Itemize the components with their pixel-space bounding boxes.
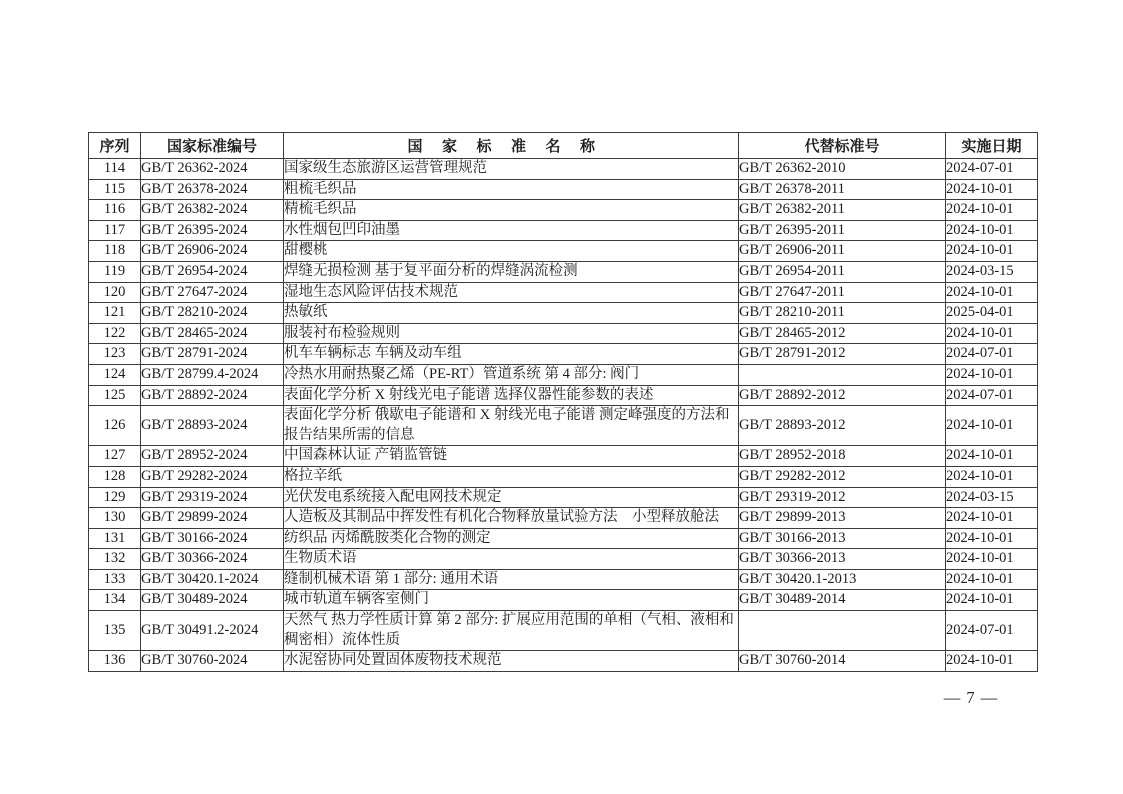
cell-replaced-number: GB/T 29899-2013 (739, 508, 946, 529)
table-row (89, 344, 1038, 365)
cell-replaced-number: GB/T 28952-2018 (739, 446, 946, 467)
cell-standard-name: 粗梳毛织品 (284, 179, 739, 200)
cell-impl-date: 2025-04-01 (946, 303, 1038, 324)
table-row (89, 179, 1038, 200)
cell-replaced-number: GB/T 30489-2014 (739, 590, 946, 611)
header-seq: 序列 (89, 133, 141, 159)
cell-impl-date: 2024-03-15 (946, 487, 1038, 508)
cell-seq: 128 (89, 466, 141, 487)
cell-seq: 130 (89, 508, 141, 529)
cell-seq: 117 (89, 220, 141, 241)
cell-replaced-number: GB/T 26906-2011 (739, 241, 946, 262)
cell-replaced-number: GB/T 28791-2012 (739, 344, 946, 365)
cell-impl-date: 2024-10-01 (946, 528, 1038, 549)
cell-standard-name: 中国森林认证 产销监管链 (284, 446, 739, 467)
cell-seq: 124 (89, 364, 141, 385)
header-standard-name: 国家标准名称 (284, 133, 739, 159)
cell-impl-date: 2024-10-01 (946, 446, 1038, 467)
cell-impl-date: 2024-10-01 (946, 508, 1038, 529)
cell-standard-number: GB/T 28893-2024 (141, 406, 284, 446)
cell-standard-number: GB/T 28892-2024 (141, 385, 284, 406)
cell-seq: 135 (89, 611, 141, 651)
cell-seq: 136 (89, 651, 141, 672)
cell-standard-name: 甜樱桃 (284, 241, 739, 262)
table-row (89, 282, 1038, 303)
cell-standard-number: GB/T 30366-2024 (141, 549, 284, 570)
standards-table (88, 132, 1038, 672)
cell-standard-number: GB/T 28952-2024 (141, 446, 284, 467)
table-row (89, 590, 1038, 611)
cell-impl-date: 2024-10-01 (946, 364, 1038, 385)
table-row (89, 261, 1038, 282)
cell-standard-number: GB/T 28791-2024 (141, 344, 284, 365)
cell-seq: 116 (89, 200, 141, 221)
cell-impl-date: 2024-10-01 (946, 590, 1038, 611)
table-row (89, 651, 1038, 672)
cell-standard-number: GB/T 30491.2-2024 (141, 611, 284, 651)
cell-standard-name: 缝制机械术语 第 1 部分: 通用术语 (284, 569, 739, 590)
cell-replaced-number: GB/T 29319-2012 (739, 487, 946, 508)
table-row (89, 406, 1038, 446)
cell-standard-name: 人造板及其制品中挥发性有机化合物释放量试验方法 小型释放舱法 (284, 508, 739, 529)
cell-standard-number: GB/T 26906-2024 (141, 241, 284, 262)
table-row (89, 241, 1038, 262)
cell-standard-name: 水性烟包凹印油墨 (284, 220, 739, 241)
cell-standard-number: GB/T 28210-2024 (141, 303, 284, 324)
cell-standard-number: GB/T 26395-2024 (141, 220, 284, 241)
table-row (89, 528, 1038, 549)
cell-replaced-number (739, 611, 946, 651)
cell-replaced-number (739, 364, 946, 385)
standards-table-body (89, 159, 1038, 672)
cell-standard-name: 纺织品 丙烯酰胺类化合物的测定 (284, 528, 739, 549)
cell-impl-date: 2024-10-01 (946, 466, 1038, 487)
cell-standard-number: GB/T 26954-2024 (141, 261, 284, 282)
cell-standard-name: 湿地生态风险评估技术规范 (284, 282, 739, 303)
cell-impl-date: 2024-03-15 (946, 261, 1038, 282)
cell-impl-date: 2024-07-01 (946, 611, 1038, 651)
cell-seq: 129 (89, 487, 141, 508)
cell-replaced-number: GB/T 26954-2011 (739, 261, 946, 282)
cell-impl-date: 2024-10-01 (946, 179, 1038, 200)
table-row (89, 385, 1038, 406)
table-row (89, 487, 1038, 508)
header-standard-number: 国家标准编号 (141, 133, 284, 159)
cell-standard-name: 精梳毛织品 (284, 200, 739, 221)
header-impl-date: 实施日期 (946, 133, 1038, 159)
cell-replaced-number: GB/T 29282-2012 (739, 466, 946, 487)
cell-seq: 115 (89, 179, 141, 200)
cell-impl-date: 2024-10-01 (946, 282, 1038, 303)
cell-seq: 122 (89, 323, 141, 344)
cell-standard-number: GB/T 30420.1-2024 (141, 569, 284, 590)
cell-impl-date: 2024-10-01 (946, 241, 1038, 262)
cell-standard-number: GB/T 30760-2024 (141, 651, 284, 672)
cell-replaced-number: GB/T 30420.1-2013 (739, 569, 946, 590)
cell-standard-number: GB/T 30166-2024 (141, 528, 284, 549)
cell-replaced-number: GB/T 30366-2013 (739, 549, 946, 570)
cell-impl-date: 2024-07-01 (946, 344, 1038, 365)
cell-standard-number: GB/T 29899-2024 (141, 508, 284, 529)
cell-replaced-number: GB/T 28893-2012 (739, 406, 946, 446)
table-row (89, 466, 1038, 487)
table-row (89, 611, 1038, 651)
table-row (89, 323, 1038, 344)
table-row (89, 508, 1038, 529)
cell-standard-number: GB/T 28465-2024 (141, 323, 284, 344)
cell-standard-name: 热敏纸 (284, 303, 739, 324)
cell-standard-name: 天然气 热力学性质计算 第 2 部分: 扩展应用范围的单相（气相、液相和稠密相）流体性质 (284, 611, 739, 651)
cell-seq: 125 (89, 385, 141, 406)
cell-seq: 120 (89, 282, 141, 303)
cell-replaced-number: GB/T 26362-2010 (739, 159, 946, 180)
cell-seq: 126 (89, 406, 141, 446)
cell-impl-date: 2024-10-01 (946, 200, 1038, 221)
table-row (89, 569, 1038, 590)
cell-standard-number: GB/T 29319-2024 (141, 487, 284, 508)
cell-impl-date: 2024-10-01 (946, 406, 1038, 446)
cell-seq: 114 (89, 159, 141, 180)
table-row (89, 200, 1038, 221)
cell-standard-name: 表面化学分析 X 射线光电子能谱 选择仪器性能参数的表述 (284, 385, 739, 406)
cell-impl-date: 2024-10-01 (946, 651, 1038, 672)
cell-seq: 123 (89, 344, 141, 365)
cell-standard-name: 水泥窑协同处置固体废物技术规范 (284, 651, 739, 672)
cell-seq: 131 (89, 528, 141, 549)
cell-replaced-number: GB/T 28892-2012 (739, 385, 946, 406)
cell-impl-date: 2024-10-01 (946, 549, 1038, 570)
cell-standard-number: GB/T 26362-2024 (141, 159, 284, 180)
cell-seq: 121 (89, 303, 141, 324)
cell-impl-date: 2024-10-01 (946, 220, 1038, 241)
cell-impl-date: 2024-10-01 (946, 323, 1038, 344)
cell-replaced-number: GB/T 30166-2013 (739, 528, 946, 549)
cell-seq: 132 (89, 549, 141, 570)
cell-standard-number: GB/T 29282-2024 (141, 466, 284, 487)
table-row (89, 220, 1038, 241)
cell-standard-number: GB/T 30489-2024 (141, 590, 284, 611)
cell-replaced-number: GB/T 30760-2014 (739, 651, 946, 672)
cell-seq: 119 (89, 261, 141, 282)
cell-standard-name: 表面化学分析 俄歇电子能谱和 X 射线光电子能谱 测定峰强度的方法和报告结果所需的信息 (284, 406, 739, 446)
cell-standard-name: 冷热水用耐热聚乙烯（PE-RT）管道系统 第 4 部分: 阀门 (284, 364, 739, 385)
cell-standard-number: GB/T 28799.4-2024 (141, 364, 284, 385)
cell-seq: 133 (89, 569, 141, 590)
cell-seq: 134 (89, 590, 141, 611)
cell-standard-number: GB/T 26378-2024 (141, 179, 284, 200)
cell-replaced-number: GB/T 28465-2012 (739, 323, 946, 344)
cell-replaced-number: GB/T 26382-2011 (739, 200, 946, 221)
cell-impl-date: 2024-07-01 (946, 159, 1038, 180)
cell-impl-date: 2024-07-01 (946, 385, 1038, 406)
cell-replaced-number: GB/T 27647-2011 (739, 282, 946, 303)
cell-replaced-number: GB/T 26395-2011 (739, 220, 946, 241)
cell-standard-name: 焊缝无损检测 基于复平面分析的焊缝涡流检测 (284, 261, 739, 282)
cell-standard-name: 光伏发电系统接入配电网技术规定 (284, 487, 739, 508)
cell-standard-number: GB/T 26382-2024 (141, 200, 284, 221)
cell-standard-name: 格拉辛纸 (284, 466, 739, 487)
table-row (89, 364, 1038, 385)
cell-seq: 127 (89, 446, 141, 467)
cell-standard-name: 城市轨道车辆客室侧门 (284, 590, 739, 611)
cell-seq: 118 (89, 241, 141, 262)
cell-standard-number: GB/T 27647-2024 (141, 282, 284, 303)
table-header-row (89, 133, 1038, 159)
cell-standard-name: 国家级生态旅游区运营管理规范 (284, 159, 739, 180)
cell-replaced-number: GB/T 26378-2011 (739, 179, 946, 200)
table-row (89, 549, 1038, 570)
table-row (89, 303, 1038, 324)
cell-standard-name: 生物质术语 (284, 549, 739, 570)
cell-impl-date: 2024-10-01 (946, 569, 1038, 590)
cell-replaced-number: GB/T 28210-2011 (739, 303, 946, 324)
cell-standard-name: 服装衬布检验规则 (284, 323, 739, 344)
page-number: — 7 — (943, 688, 999, 707)
header-replaced-number: 代替标准号 (739, 133, 946, 159)
table-row (89, 446, 1038, 467)
cell-standard-name: 机车车辆标志 车辆及动车组 (284, 344, 739, 365)
table-row (89, 159, 1038, 180)
